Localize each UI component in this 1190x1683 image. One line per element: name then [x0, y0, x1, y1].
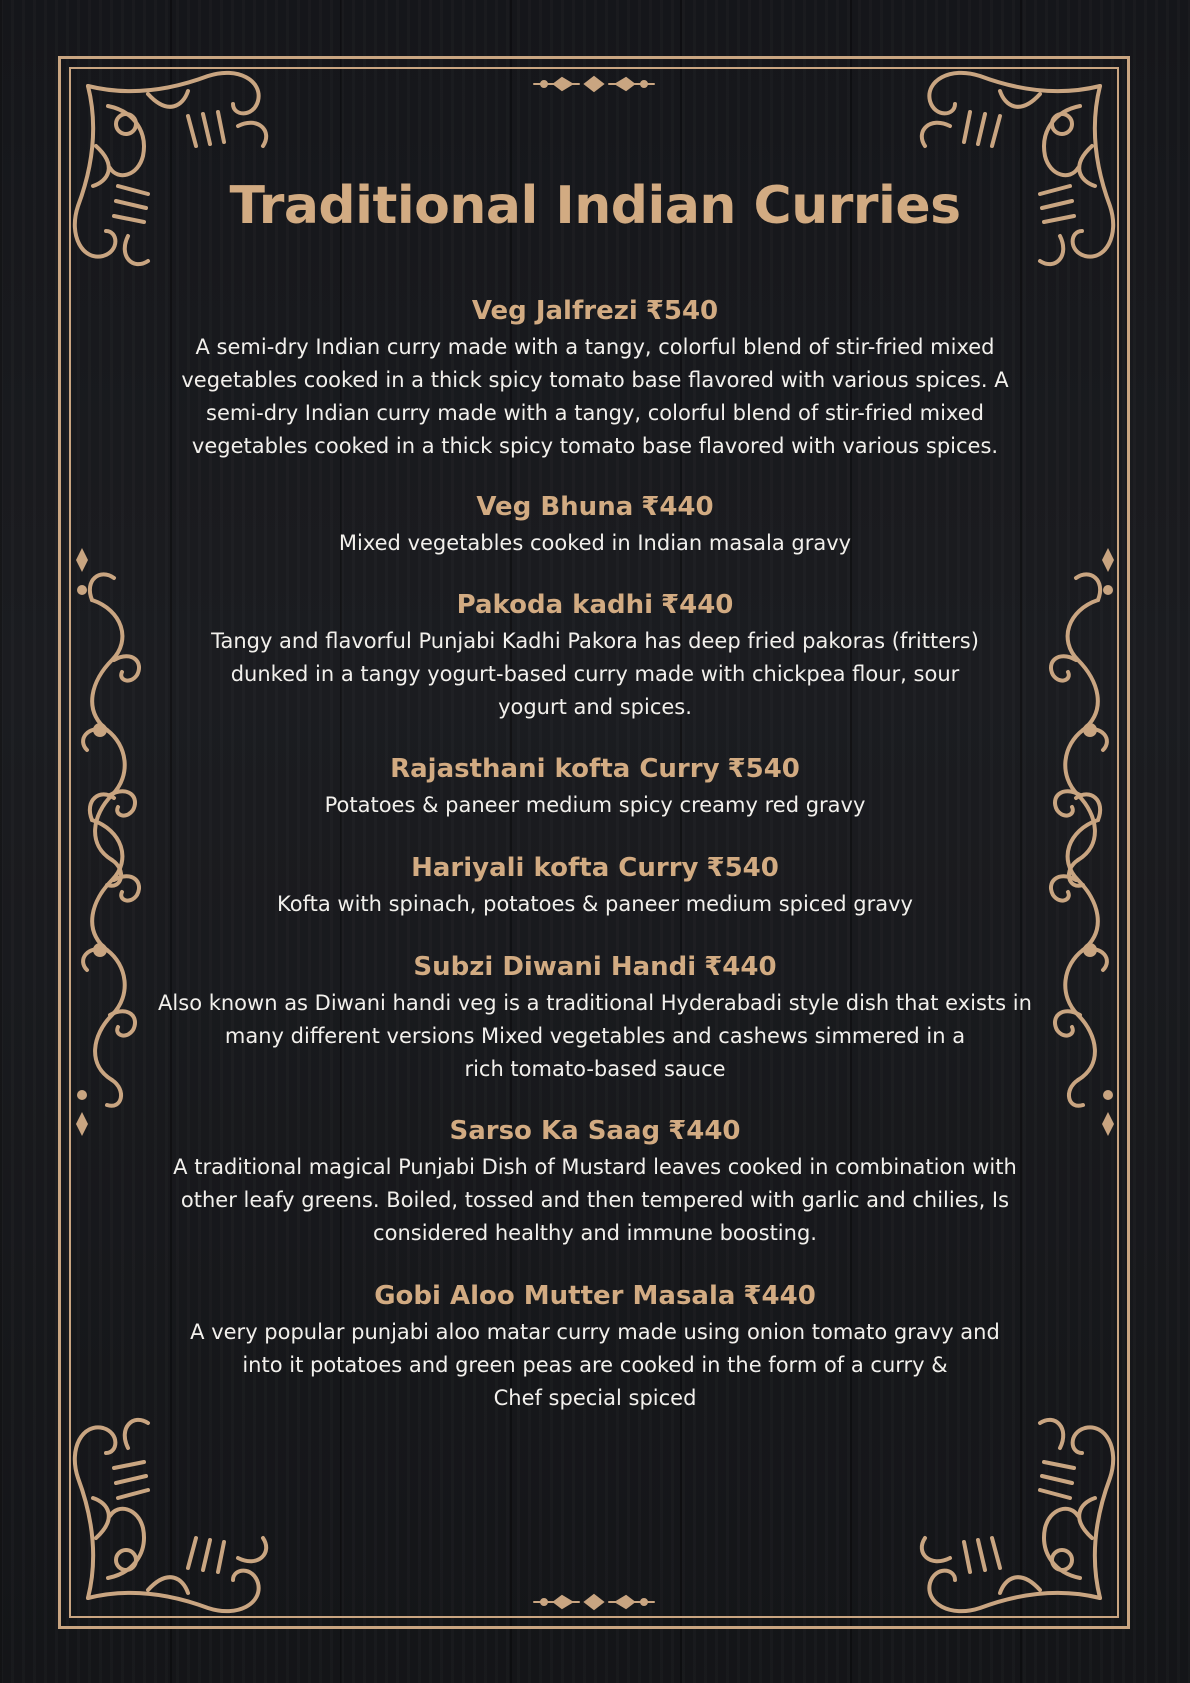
center-divider-icon	[534, 77, 654, 91]
item-name-text: Veg Bhuna	[476, 492, 634, 522]
menu-item-name	[120, 588, 1070, 622]
item-name-text: Subzi Diwani Handi	[413, 952, 697, 982]
description-line: Tangy and flavorful Punjabi Kadhi Pakora has deep fried pakoras (fritters)	[211, 629, 979, 653]
description-line: Mixed vegetables cooked in Indian masala gravy	[338, 531, 852, 555]
item-name-text: Gobi Aloo Mutter Masala	[374, 1281, 736, 1311]
item-name-text: Hariyali kofta Curry	[411, 853, 699, 883]
description-line: vegetables cooked in a thick spicy tomato base flavored with various spices.	[191, 434, 999, 458]
item-price: ₹440	[668, 1116, 741, 1146]
menu-item-description	[120, 888, 1070, 921]
menu-item-description	[120, 625, 1070, 724]
item-name-text: Pakoda kadhi	[456, 590, 654, 620]
menu-item-name	[120, 752, 1070, 786]
description-line: into it potatoes and green peas are cooked in the form of a curry &	[242, 1353, 948, 1377]
item-price: ₹540	[706, 853, 779, 883]
item-price: ₹440	[743, 1281, 816, 1311]
menu-item-name	[120, 294, 1070, 328]
description-line: A very popular punjabi aloo matar curry made using onion tomato gravy and	[190, 1320, 1000, 1344]
description-line: yogurt and spices.	[498, 695, 692, 719]
description-line: A traditional magical Punjabi Dish of Mustard leaves cooked in combination with	[173, 1155, 1017, 1179]
item-price: ₹440	[641, 492, 714, 522]
menu-item-description	[120, 1151, 1070, 1250]
item-name-text: Sarso Ka Saag	[449, 1116, 661, 1146]
menu-item-name	[120, 1279, 1070, 1313]
description-line: rich tomato-based sauce	[464, 1057, 726, 1081]
item-name-text: Veg Jalfrezi	[471, 296, 638, 326]
description-line: Also known as Diwani handi veg is a traditional Hyderabadi style dish that exists in	[158, 991, 1032, 1015]
item-name-text: Rajasthani kofta Curry	[390, 754, 720, 784]
menu-item-description	[120, 1316, 1070, 1415]
menu-item-description	[120, 987, 1070, 1086]
description-line: Kofta with spinach, potatoes & paneer medium spiced gravy	[277, 892, 913, 916]
item-price: ₹540	[645, 296, 719, 326]
description-line: other leafy greens. Boiled, tossed and then tempered with garlic and chilies, Is	[180, 1188, 1010, 1212]
menu-item-description	[120, 331, 1070, 463]
center-divider-icon	[534, 1595, 654, 1609]
description-line: considered healthy and immune boosting.	[373, 1221, 817, 1245]
menu-item-name	[120, 1114, 1070, 1148]
corner-flourish-icon	[75, 1420, 266, 1611]
menu-item-name	[120, 950, 1070, 984]
description-line: dunked in a tangy yogurt-based curry made with chickpea flour, sour	[230, 662, 960, 686]
item-price: ₹440	[704, 952, 777, 982]
description-line: many different versions Mixed vegetables and cashews simmered in a	[224, 1024, 966, 1048]
menu-item-name	[120, 851, 1070, 885]
item-price: ₹540	[727, 754, 800, 784]
description-line: A semi-dry Indian curry made with a tangy, colorful blend of stir-fried mixed	[195, 335, 995, 359]
menu-item-name	[120, 490, 1070, 524]
menu-title: Traditional Indian Curries	[229, 176, 961, 236]
description-line: Potatoes & paneer medium spicy creamy red gravy	[324, 793, 866, 817]
menu-item-description	[120, 527, 1070, 560]
description-line: vegetables cooked in a thick spicy tomato base flavored with various spices. A	[181, 368, 1009, 392]
item-price: ₹440	[661, 590, 734, 620]
corner-flourish-icon	[922, 1420, 1113, 1611]
menu-item-description	[120, 789, 1070, 822]
description-line: Chef special spiced	[493, 1386, 697, 1410]
description-line: semi-dry Indian curry made with a tangy, colorful blend of stir-fried mixed	[206, 401, 984, 425]
